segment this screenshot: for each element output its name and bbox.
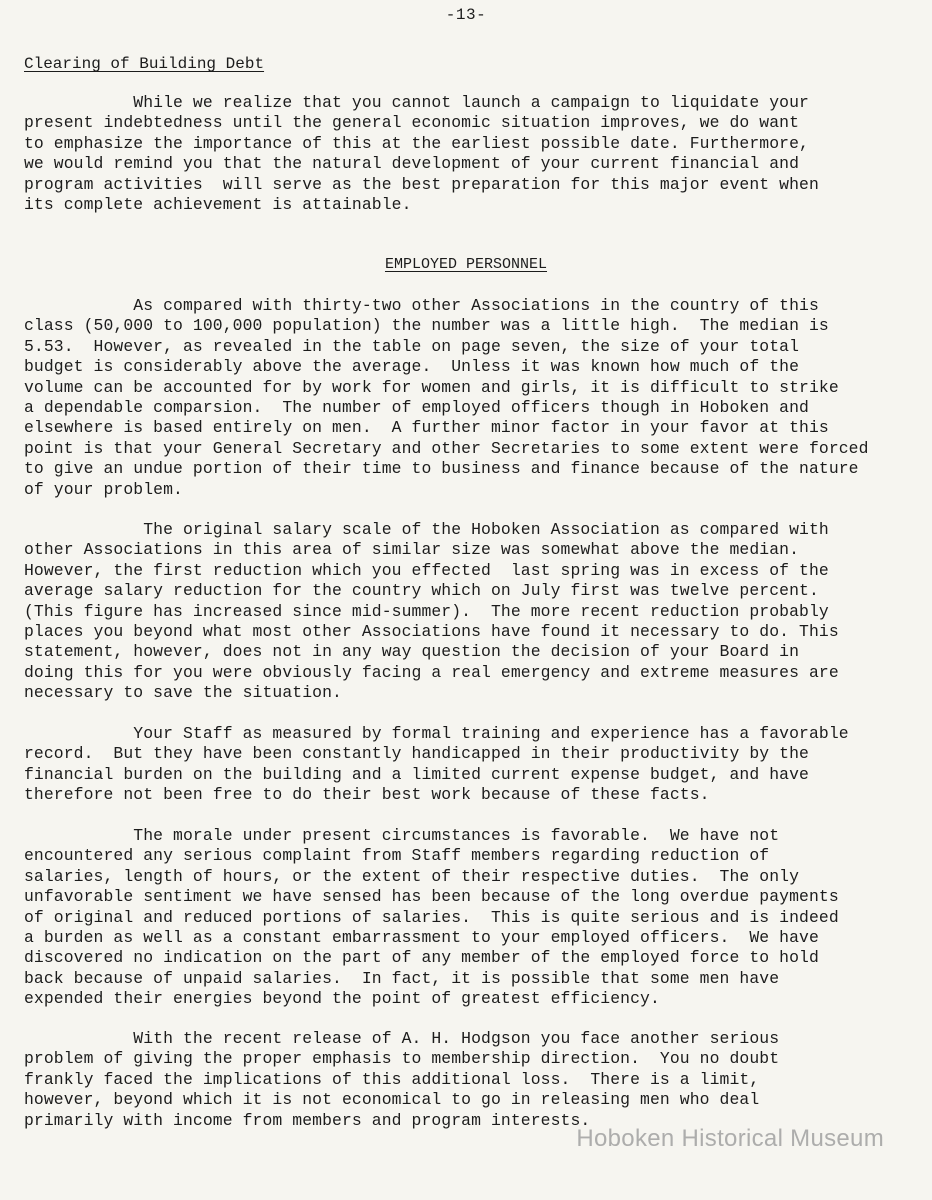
section-heading-employed-personnel: EMPLOYED PERSONNEL [384,256,548,273]
section-heading-building-debt: Clearing of Building Debt [24,55,265,73]
page-number: -13- [445,6,487,24]
paragraph-salary-scale: The original salary scale of the Hoboken Association as compared with other Associations in this area of similar size was somewhat above the median. However, the first reduction which you effected last spring was in excess of the average salary reduction for the country which on July first was twelve percent. (This figure has increased since mid-summer). The more recent reduction probably places you beyond what most other Associations have found it necessary to do. This statement, however, does not in any way question the decision of your Board in doing this for you were obviously facing a real emergency and extreme measures are necessary to save the situation. [24,520,839,703]
paragraph-building-debt: While we realize that you cannot launch a campaign to liquidate your present indebtedness until the general economic situation improves, we do want to emphasize the importance of this at the earliest possible date. Furthermore, we would remind you that the natural development of your current financial and program activities will serve as the best preparation for this major event when its complete achievement is attainable. [24,93,819,215]
paragraph-personnel-comparison: As compared with thirty-two other Associations in the country of this class (50,000 to 100,000 population) the number was a little high. The median is 5.53. However, as revealed in the table on page seven, the size of your total budget is considerably above the average. Unless it was known how much of the volume can be accounted for by work for women and girls, it is difficult to strike a dependable comparsion. The number of employed officers though in Hoboken and elsewhere is based entirely on men. A further minor factor in your favor at this point is that your General Secretary and other Secretaries to some extent were forced to give an undue portion of their time to business and finance because of the nature of your problem. [24,296,869,499]
paragraph-morale: The morale under present circumstances is favorable. We have not encountered any serious complaint from Staff members regarding reduction of salaries, length of hours, or the extent of their respective duties. The only unfavorable sentiment we have sensed has been because of the long overdue payments of original and reduced portions of salaries. This is quite serious and is indeed a burden as well as a constant embarrassment to your employed officers. We have discovered no indication on the part of any member of the employed force to hold back because of unpaid salaries. In fact, it is possible that some men have expended their energies beyond the point of greatest efficiency. [24,826,839,1009]
paragraph-membership-direction: With the recent release of A. H. Hodgson you face another serious problem of giving the proper emphasis to membership direction. You no doubt frankly faced the implications of this additional loss. There is a limit, however, beyond which it is not economical to go in releasing men who deal primarily with income from members and program interests. [24,1029,780,1130]
paragraph-staff-training: Your Staff as measured by formal training and experience has a favorable record. But they have been constantly handicapped in their productivity by the financial burden on the building and a limited current expense budget, and have therefore not been free to do their best work because of these facts. [24,724,849,805]
museum-watermark: Hoboken Historical Museum [576,1125,884,1152]
